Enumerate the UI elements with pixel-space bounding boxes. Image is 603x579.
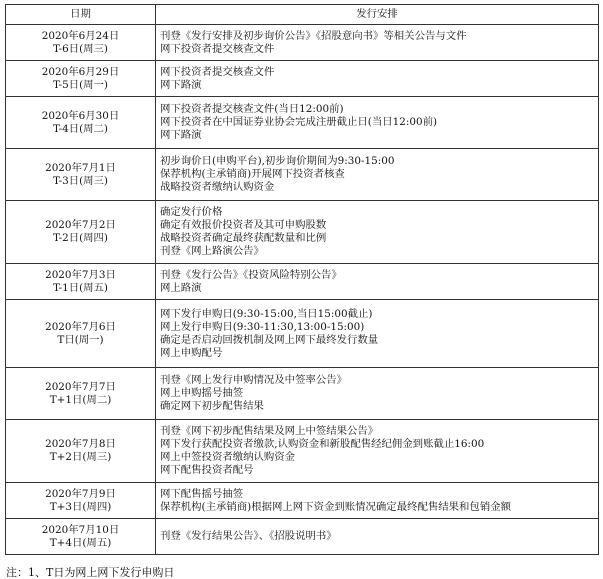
arrangement-item: 网下路演	[160, 78, 202, 91]
arrangement-item: 战略投资者确定最终获配数量和比例	[160, 232, 327, 244]
calendar-date: 2020年6月30日	[41, 109, 120, 122]
calendar-date: 2020年7月10日	[41, 523, 120, 536]
calendar-date: 2020年7月3日	[45, 268, 116, 281]
date-cell	[6, 483, 156, 519]
date-cell	[6, 519, 156, 555]
calendar-date: 2020年7月8日	[45, 438, 116, 450]
arrangement-item: 战略投资者缴纳认购资金	[160, 181, 275, 193]
table-row	[6, 149, 599, 201]
date-cell	[6, 420, 156, 483]
calendar-date: 2020年7月1日	[45, 161, 116, 174]
arrangement-item: 保荐机构(主承销商)开展网下投资者核查	[160, 168, 345, 180]
table-row	[6, 25, 599, 61]
arrangement-item: 网下配售摇号抽签	[160, 487, 244, 500]
table-row	[6, 97, 599, 149]
date-cell	[6, 149, 156, 201]
arrangement-item: 刊登《网下初步配售结果及网上中签结果公告》	[160, 425, 379, 437]
arrangement-item: 刊登《网上路演公告》	[160, 245, 264, 257]
arrangement-item: 网下投资者提交核查文件	[160, 65, 275, 78]
arrangement-cell	[156, 201, 599, 264]
arrangement-item: 确定有效报价投资者及其可申购股数	[160, 219, 327, 231]
calendar-date: 2020年6月29日	[41, 65, 120, 78]
arrangement-item: 网下投资者提交核查文件	[160, 42, 275, 55]
issuance-schedule-table	[5, 4, 599, 555]
calendar-date: 2020年7月9日	[45, 487, 116, 500]
t-day-label: T-2日(周四)	[53, 232, 108, 244]
arrangement-item: 网上发行申购日(9:30-11:30,13:00-15:00)	[160, 320, 365, 333]
arrangement-cell	[156, 25, 599, 61]
t-day-label: T+4日(周五)	[49, 536, 112, 549]
arrangement-cell	[156, 149, 599, 201]
arrangement-cell	[156, 483, 599, 519]
table-row	[6, 61, 599, 97]
date-cell	[6, 264, 156, 300]
arrangement-cell	[156, 519, 599, 555]
t-day-label: T日(周一)	[57, 333, 104, 346]
t-day-label: T-1日(周五)	[53, 281, 108, 294]
arrangement-item: 网上申购配号	[160, 346, 223, 359]
date-cell	[6, 61, 156, 97]
t-day-label: T+1日(周二)	[49, 393, 112, 406]
table-row	[6, 483, 599, 519]
arrangement-cell	[156, 97, 599, 149]
date-cell	[6, 300, 156, 368]
table-row	[6, 368, 599, 420]
arrangement-item: 确定是否启动回拨机制及网上网下最终发行数量	[160, 333, 379, 346]
footnote: 注：1、T日为网上网下发行申购日	[6, 566, 175, 579]
date-column-header: 日期	[6, 5, 156, 25]
arrangement-item: 网下路演	[160, 129, 202, 141]
arrangement-item: 刊登《网上发行申购情况及中签率公告》	[160, 374, 348, 386]
arrangement-cell	[156, 300, 599, 368]
table-row	[6, 201, 599, 264]
table-row	[6, 519, 599, 555]
arrangement-item: 刊登《发行安排及初步询价公告》《招股意向书》等相关公告与文件	[160, 29, 467, 42]
arrangement-item: 网下发行申购日(9:30-15:00,当日15:00截止)	[160, 307, 373, 320]
t-day-label: T-4日(周二)	[53, 122, 108, 135]
calendar-date: 2020年7月7日	[45, 380, 116, 393]
arrangement-item: 确定网下初步配售结果	[160, 400, 264, 412]
t-day-label: T+3日(周四)	[49, 500, 112, 513]
calendar-date: 2020年7月2日	[45, 219, 116, 231]
date-cell	[6, 201, 156, 264]
arrangement-item: 网下配售投资者配号	[160, 464, 254, 476]
table-row	[6, 300, 599, 368]
calendar-date: 2020年7月6日	[45, 320, 116, 333]
date-cell	[6, 97, 156, 149]
table-row	[6, 420, 599, 483]
table-row	[6, 264, 599, 300]
t-day-label: T+2日(周三)	[49, 451, 112, 463]
date-cell	[6, 25, 156, 61]
date-cell	[6, 368, 156, 420]
arrangement-item: 确定发行价格	[160, 206, 223, 218]
arrangement-item: 网上路演	[160, 281, 202, 294]
arrangement-cell	[156, 264, 599, 300]
arrangement-item: 初步询价日(申购平台),初步询价期间为9:30-15:00	[160, 155, 395, 167]
table-header-row	[6, 5, 599, 25]
arrangement-item: 网下投资者在中国证券业协会完成注册截止日(当日12:00前)	[160, 116, 438, 128]
arrangement-item: 网上申购摇号抽签	[160, 387, 244, 399]
t-day-label: T-6日(周三)	[53, 42, 108, 55]
arrangement-cell	[156, 368, 599, 420]
arrangement-item: 网下发行获配投资者缴款,认购资金和新股配售经纪佣金到账截止16:00	[160, 438, 485, 450]
arrangement-item: 保荐机构(主承销商)根据网上网下资金到账情况确定最终配售结果和包销金额	[160, 500, 511, 513]
arrangement-item: 刊登《发行结果公告》、《招股说明书》	[160, 530, 337, 542]
arrangement-column-header: 发行安排	[156, 5, 599, 25]
calendar-date: 2020年6月24日	[41, 29, 120, 42]
arrangement-cell	[156, 61, 599, 97]
arrangement-item: 网下投资者提交核查文件(当日12:00前)	[160, 103, 344, 115]
t-day-label: T-5日(周一)	[53, 78, 108, 91]
arrangement-cell	[156, 420, 599, 483]
arrangement-item: 刊登《发行公告》《投资风险特别公告》	[160, 268, 342, 281]
arrangement-item: 网上中签投资者缴纳认购资金	[160, 451, 296, 463]
t-day-label: T-3日(周三)	[53, 174, 108, 187]
